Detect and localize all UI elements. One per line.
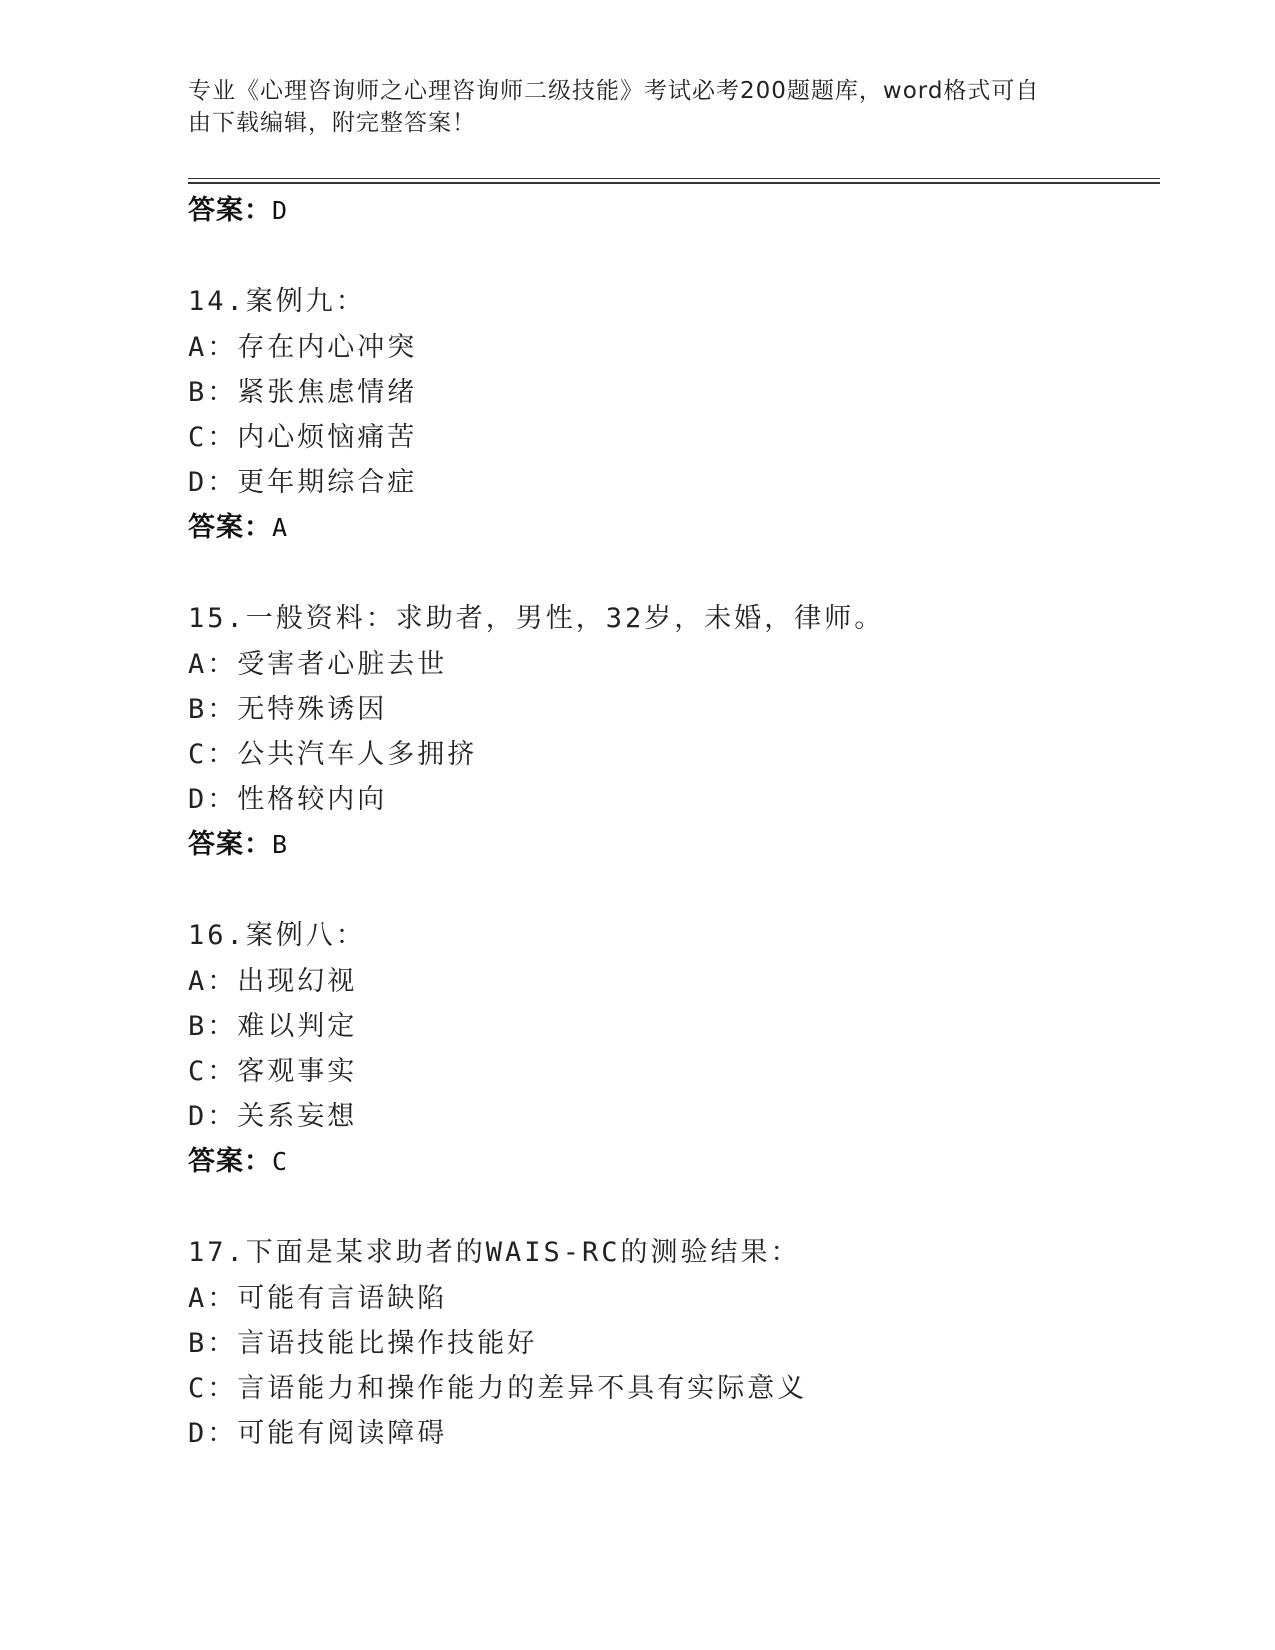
option-b: B：紧张焦虑情绪: [188, 377, 418, 408]
question-block: [188, 279, 1160, 550]
answer-line: [188, 505, 1160, 550]
answer-label: 答案：: [188, 829, 272, 860]
page-header: [188, 75, 1078, 139]
question-block: [188, 913, 1160, 1184]
option-b: B：难以判定: [188, 1011, 358, 1042]
spacer: [188, 550, 1160, 596]
option-d: D：可能有阅读障碍: [188, 1418, 448, 1449]
option-d: D：更年期综合症: [188, 467, 418, 498]
header-line-2: 由下载编辑，附完整答案！: [188, 110, 476, 136]
question-stem: 14.案例九：: [188, 286, 366, 317]
header-divider-thick: [188, 182, 1160, 184]
question-block: [188, 596, 1160, 867]
header-line-1: 专业《心理咨询师之心理咨询师二级技能》考试必考200题题库，word格式可自: [188, 78, 1040, 104]
option-c: C：客观事实: [188, 1056, 358, 1087]
question-stem: 15.一般资料：求助者，男性，32岁，未婚，律师。: [188, 603, 885, 634]
option-c: C：公共汽车人多拥挤: [188, 739, 478, 770]
answer-value: B: [272, 830, 289, 859]
answer-line: [188, 1139, 1160, 1184]
spacer: [188, 233, 1160, 279]
answer-line: [188, 822, 1160, 867]
option-b: B：言语技能比操作技能好: [188, 1328, 538, 1359]
header-divider-thin: [188, 178, 1160, 179]
answer-line: [188, 188, 1160, 233]
question-block: [188, 1230, 1160, 1456]
answer-value: C: [272, 1147, 289, 1176]
answer-value: A: [272, 513, 289, 542]
answer-label: 答案：: [188, 1146, 272, 1177]
answer-label: 答案：: [188, 512, 272, 543]
spacer: [188, 867, 1160, 913]
option-d: D：关系妄想: [188, 1101, 358, 1132]
question-stem: 17.下面是某求助者的WAIS-RC的测验结果：: [188, 1237, 801, 1268]
option-b: B：无特殊诱因: [188, 694, 388, 725]
answer-value: D: [272, 196, 289, 225]
spacer: [188, 1184, 1160, 1230]
option-d: D：性格较内向: [188, 784, 388, 815]
option-c: C：内心烦恼痛苦: [188, 422, 418, 453]
question-stem: 16.案例八：: [188, 920, 366, 951]
option-a: A：受害者心脏去世: [188, 649, 448, 680]
option-a: A：存在内心冲突: [188, 332, 418, 363]
header-divider: [188, 178, 1160, 184]
option-c: C：言语能力和操作能力的差异不具有实际意义: [188, 1373, 808, 1404]
document-body: [188, 188, 1160, 1456]
option-a: A：出现幻视: [188, 966, 358, 997]
option-a: A：可能有言语缺陷: [188, 1283, 448, 1314]
answer-label: 答案：: [188, 195, 272, 226]
